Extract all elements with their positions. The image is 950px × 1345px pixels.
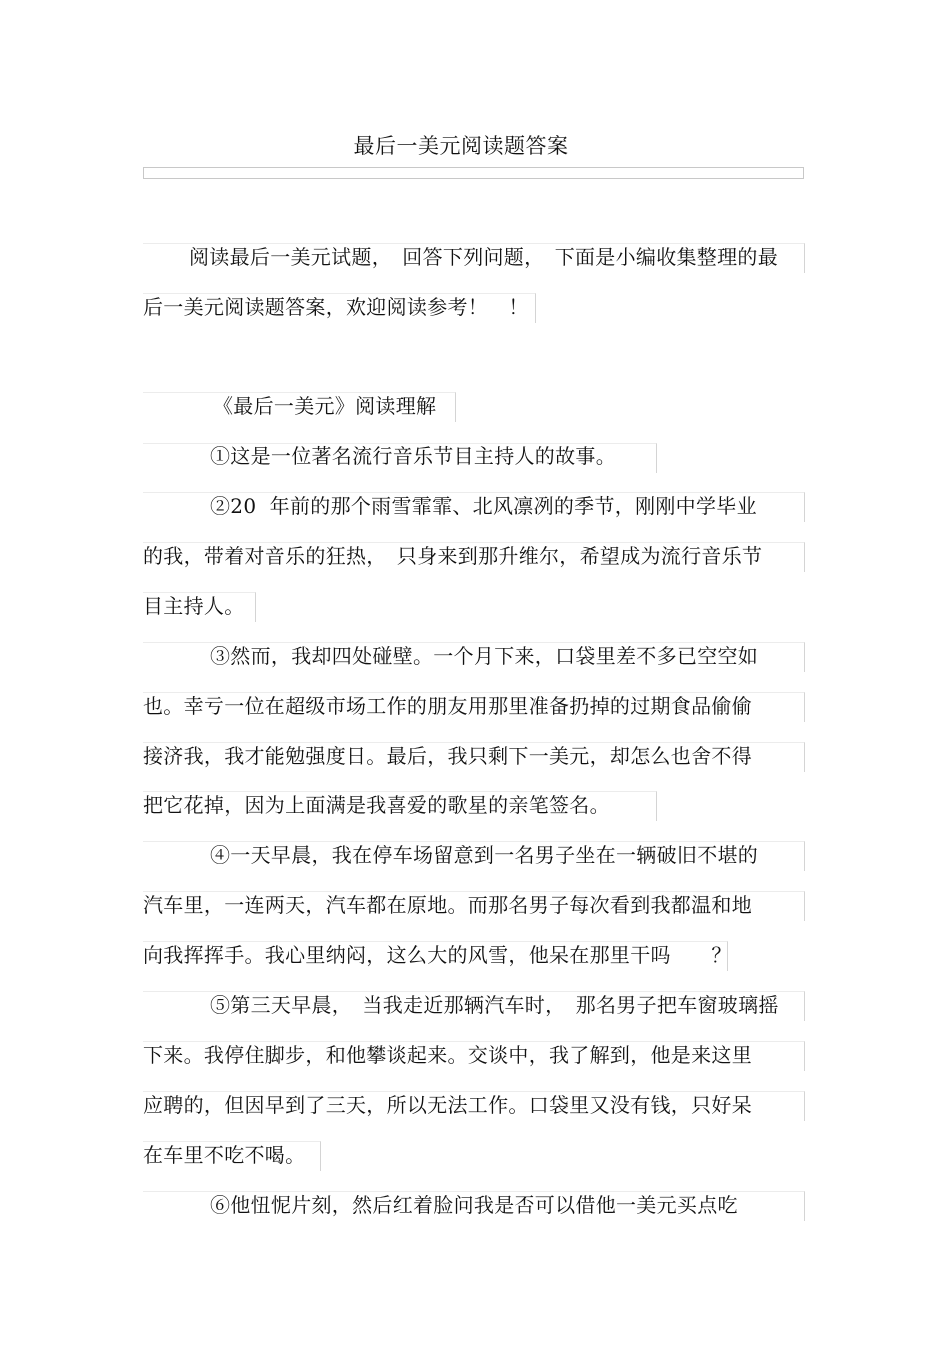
paragraph-line: 应聘的，但因早到了三天，所以无法工作。口袋里又没有钱，只好呆: [143, 1093, 752, 1117]
paragraph-line: ⑤第三天早晨， 当我走近那辆汽车时， 那名男子把车窗玻璃摇: [210, 993, 779, 1017]
paragraph-line: 在车里不吃不喝。: [143, 1143, 306, 1167]
paragraph-line: ④一天早晨，我在停车场留意到一名男子坐在一辆破旧不堪的: [210, 843, 759, 867]
paragraph-line: 也。幸亏一位在超级市场工作的朋友用那里准备扔掉的过期食品偷偷: [143, 694, 752, 718]
paragraph-line: 目主持人。: [143, 594, 245, 618]
paragraph-line: ⑥他忸怩片刻，然后红着脸问我是否可以借他一美元买点吃: [210, 1193, 738, 1217]
paragraph-line: 向我挥挥手。我心里纳闷，这么大的风雪，他呆在那里干吗 ？: [143, 943, 732, 967]
paragraph-line: 的我，带着对音乐的狂热， 只身来到那升维尔，希望成为流行音乐节: [143, 544, 763, 568]
paragraph-line: 下来。我停住脚步，和他攀谈起来。交谈中，我了解到，他是来这里: [143, 1043, 752, 1067]
paragraph-line: ②20 年前的那个雨雪霏霏、北风凛冽的季节，刚刚中学毕业: [210, 494, 757, 518]
paragraph-line: ①这是一位著名流行音乐节目主持人的故事。: [210, 444, 616, 468]
intro-line: 阅读最后一美元试题， 回答下列问题， 下面是小编收集整理的最: [189, 245, 778, 269]
page-title: 最后一美元阅读题答案: [353, 134, 569, 158]
section-heading: 《最后一美元》阅读理解: [213, 394, 437, 418]
paragraph-line: ③然而，我却四处碰壁。一个月下来，口袋里差不多已空空如: [210, 644, 759, 668]
intro-line: 后一美元阅读题答案，欢迎阅读参考！ ！: [143, 295, 529, 319]
paragraph-line: 把它花掉，因为上面满是我喜爱的歌星的亲笔签名。: [143, 793, 610, 817]
title-rule: [143, 167, 804, 179]
paragraph-line: 汽车里，一连两天，汽车都在原地。而那名男子每次看到我都温和地: [143, 893, 752, 917]
paragraph-line: 接济我，我才能勉强度日。最后，我只剩下一美元，却怎么也舍不得: [143, 744, 752, 768]
